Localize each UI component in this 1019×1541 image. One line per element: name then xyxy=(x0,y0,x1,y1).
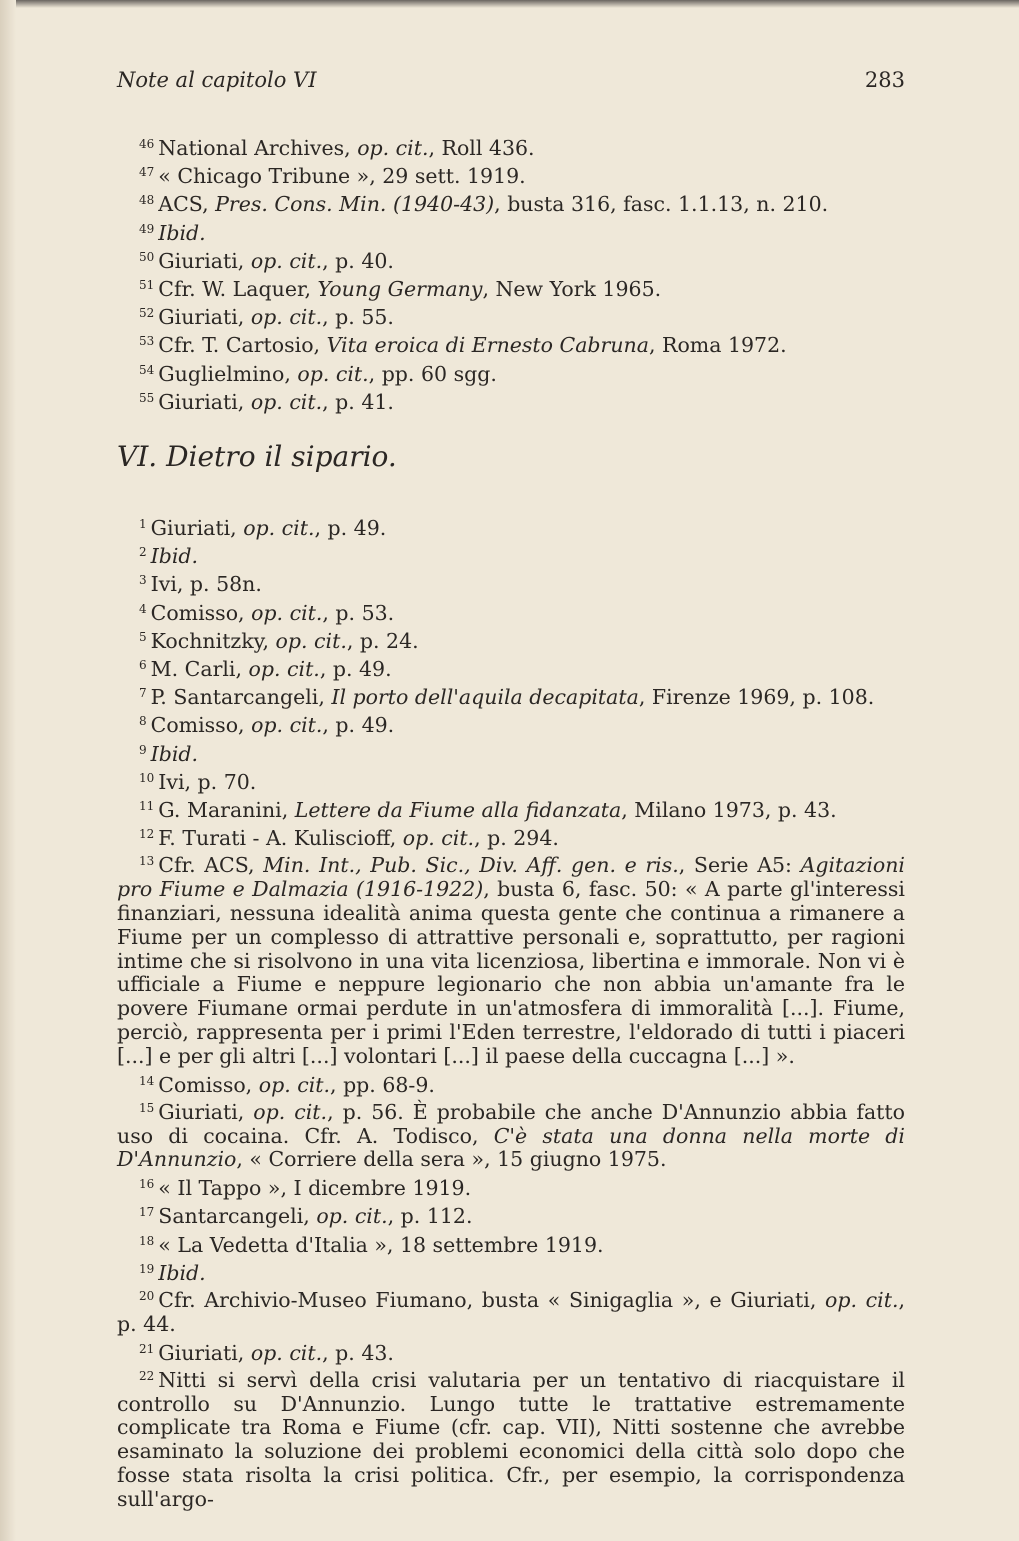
footnote xyxy=(117,1097,905,1172)
page-number: 283 xyxy=(864,68,905,92)
footnote-italic-text: C'è stata una donna nella morte di D'Annunzio xyxy=(117,1123,905,1172)
footnote-number: 12 xyxy=(139,827,155,842)
footnote xyxy=(139,160,905,188)
footnote-italic-text: Agitazioni pro Fiume e Dalmazia (1916-1922) xyxy=(117,853,905,902)
footnote-number: 21 xyxy=(139,1341,155,1356)
footnote xyxy=(139,709,905,737)
footnote-italic-text: op. cit. xyxy=(357,136,429,160)
footnote-italic-text: op. cit. xyxy=(248,657,320,682)
footnote-text: , p. 53. xyxy=(322,600,395,625)
footnote xyxy=(139,540,905,568)
footnote-number: 53 xyxy=(139,334,155,349)
footnote-italic-text: op. cit. xyxy=(250,305,323,330)
footnote-text: , busta 6, fasc. 50: « A parte gl'interessi finanziari, nessuna idealità anima questa gente che continua a rimanere a Fiume per un complesso di attrattive personali e, soprattutto, per ragioni intime che si risolvono in una vita licenziosa, libertina e immorale. Non vi è ufficiale a Fiume e neppure legionario che non abbia un'amante fra le povere Fiumane ormai perdute in un'atmosfera di immoralità [...]. Fiume, perciò, rappresenta per i primi l'Eden terrestre, l'eldorado di tutti i piaceri [...] e per gli altri [...] volontari [...] il paese della cuccagna [...] ». xyxy=(117,877,905,1068)
footnote-text: Giuriati, xyxy=(158,1099,254,1124)
footnote-text: « La Vedetta d'Italia », 18 settembre 1919. xyxy=(158,1232,604,1257)
footnote-number: 20 xyxy=(139,1289,155,1304)
footnote-text: , Milano 1973, p. 43. xyxy=(621,798,837,823)
footnote-text: , busta 316, fasc. 1.1.13, n. 210. xyxy=(494,192,829,217)
footnote-text: , pp. 68-9. xyxy=(330,1072,435,1097)
footnote-number: 8 xyxy=(139,714,147,729)
footnote-number: 47 xyxy=(139,165,155,180)
footnote xyxy=(117,1285,905,1337)
footnote-text: , p. 40. xyxy=(322,248,394,273)
footnote-text: , Serie A5: xyxy=(678,853,801,878)
footnote-text: Cfr. T. Cartosio, xyxy=(158,333,327,358)
footnote-text: Giuriati, xyxy=(158,389,251,414)
footnote-text: , Roma 1972. xyxy=(648,333,787,358)
footnote-number: 2 xyxy=(139,545,147,560)
page-binding-edge xyxy=(0,0,16,1541)
footnote-italic-text: op. cit. xyxy=(402,826,475,851)
footnote-number: 7 xyxy=(139,686,147,701)
footnote-text: , p. 49. xyxy=(319,657,392,682)
footnote-italic-text: Pres. Cons. Min. (1940-43) xyxy=(215,192,495,217)
footnote-italic-text: op. cit. xyxy=(316,1204,388,1229)
footnote xyxy=(139,568,905,596)
footnote-number: 46 xyxy=(139,137,155,151)
footnote-text: G. Maranini, xyxy=(158,798,295,823)
footnote-italic-text: Ibid. xyxy=(158,220,206,245)
footnote-number: 49 xyxy=(139,221,155,236)
footnote-italic-text: Young Germany xyxy=(317,277,483,302)
footnote-number: 54 xyxy=(139,362,155,377)
footnote xyxy=(139,386,905,414)
footnote-italic-text: Ibid. xyxy=(150,544,199,569)
footnote xyxy=(139,653,905,681)
footnote-text: P. Santarcangeli, xyxy=(150,685,332,710)
footnote-text: Comisso, xyxy=(150,600,252,625)
footnote-text: Giuriati, xyxy=(158,305,251,330)
footnote-number: 48 xyxy=(139,193,155,208)
footnote-italic-text: op. cit. xyxy=(243,516,315,540)
footnote xyxy=(139,217,905,245)
footnote-text: Kochnitzky, xyxy=(150,628,276,653)
footnote-number: 22 xyxy=(139,1368,155,1383)
footnote-number: 19 xyxy=(139,1261,155,1276)
footnote-text: , p. 55. xyxy=(322,305,394,330)
footnote-text: , p. 49. xyxy=(314,516,387,540)
footnote-italic-text: op. cit. xyxy=(825,1288,899,1313)
footnote xyxy=(139,822,905,850)
footnote-number: 52 xyxy=(139,306,155,321)
footnote-text: , Roll 436. xyxy=(428,136,535,160)
footnote-italic-text: Ibid. xyxy=(158,1260,206,1285)
footnote xyxy=(139,681,905,709)
footnote-text: Giuriati, xyxy=(158,1340,251,1365)
footnote-italic-text: op. cit. xyxy=(258,1072,331,1097)
footnote-text: Ivi, p. 58n. xyxy=(150,572,262,597)
notes-chapter-vi xyxy=(117,512,905,1512)
footnote-text: , p. 49. xyxy=(322,713,395,738)
footnote-italic-text: op. cit. xyxy=(275,628,347,653)
footnote-number: 14 xyxy=(139,1073,155,1088)
footnote-text: Comisso, xyxy=(150,713,252,738)
footnote-text: Giuriati, xyxy=(150,516,244,540)
footnote-text: ACS, xyxy=(158,192,216,217)
footnote xyxy=(139,625,905,653)
footnote xyxy=(139,273,905,301)
footnote-number: 3 xyxy=(139,573,147,588)
running-header xyxy=(117,68,905,92)
footnote-number: 11 xyxy=(139,799,155,814)
footnote-text: , p. 24. xyxy=(346,628,419,653)
footnote-text: , « Corriere della sera », 15 giugno 1975. xyxy=(236,1147,667,1172)
footnote-text: Giuriati, xyxy=(158,248,251,273)
footnote-text: , p. 43. xyxy=(322,1340,394,1365)
footnote xyxy=(139,301,905,329)
footnote-number: 55 xyxy=(139,390,155,405)
footnote-number: 50 xyxy=(139,249,155,264)
footnote-number: 1 xyxy=(139,517,147,531)
footnote-text: National Archives, xyxy=(158,136,358,160)
footnote xyxy=(139,358,905,386)
footnote-number: 15 xyxy=(139,1100,155,1115)
footnote-italic-text: Il porto dell'aquila decapitata xyxy=(331,685,639,710)
footnote xyxy=(139,794,905,822)
footnote-number: 13 xyxy=(139,854,155,869)
footnote-text: Nitti si servì della crisi valutaria per un tentativo di riacquistare il controllo su D'Annunzio. Lungo tutte le trattative estremamente complicate tra Roma e Fiume (cfr. cap. VII), Nitti sostenne che avrebbe esaminato la soluzione dei problemi economici della città solo dopo che fosse stata risolta la crisi politica. Cfr., per esempio, la corrispondenza sull'argo- xyxy=(117,1367,905,1511)
footnote xyxy=(139,766,905,794)
footnote xyxy=(117,850,905,1068)
footnote-italic-text: Lettere da Fiume alla fidanzata xyxy=(294,798,622,823)
page-top-edge xyxy=(0,0,1019,8)
footnote-italic-text: op. cit. xyxy=(251,600,323,625)
footnote xyxy=(139,512,905,540)
footnote-text: , p. 56. È probabile che anche D'Annunzio abbia fatto uso di cocaina. Cfr. A. Todisco, xyxy=(117,1099,905,1148)
footnote-number: 17 xyxy=(139,1205,155,1220)
footnote-number: 9 xyxy=(139,742,147,757)
footnote-number: 6 xyxy=(139,658,147,673)
footnote-italic-text: op. cit. xyxy=(251,713,323,738)
footnote-text: Cfr. Archivio-Museo Fiumano, busta « Sinigaglia », e Giuriati, xyxy=(158,1288,826,1313)
footnote xyxy=(139,1172,905,1200)
footnote-text: , pp. 60 sgg. xyxy=(368,361,497,386)
footnote-text: , p. 41. xyxy=(322,389,394,414)
footnote-italic-text: op. cit. xyxy=(250,389,323,414)
footnote-text: Cfr. ACS, xyxy=(158,853,264,878)
footnote-number: 10 xyxy=(139,770,155,785)
footnote-text: Comisso, xyxy=(158,1072,259,1097)
footnote xyxy=(139,329,905,357)
footnote-number: 51 xyxy=(139,278,155,293)
section-title: VI. Dietro il sipario. xyxy=(117,440,397,473)
footnote-italic-text: Min. Int., Pub. Sic., Div. Aff. gen. e ris. xyxy=(263,853,679,878)
footnote-text: Guglielmino, xyxy=(158,361,298,386)
footnote xyxy=(139,188,905,216)
footnote xyxy=(139,597,905,625)
footnote-text: « Il Tappo », I dicembre 1919. xyxy=(158,1176,472,1201)
footnote-text: , New York 1965. xyxy=(482,277,662,302)
footnote xyxy=(117,1365,905,1512)
footnote xyxy=(139,245,905,273)
footnote-italic-text: op. cit. xyxy=(297,361,369,386)
footnote-number: 16 xyxy=(139,1177,155,1192)
footnote-text: M. Carli, xyxy=(150,657,249,682)
footnote xyxy=(139,1257,905,1285)
footnote xyxy=(139,1200,905,1228)
footnote-number: 5 xyxy=(139,629,147,644)
footnote xyxy=(139,1069,905,1097)
footnote-italic-text: op. cit. xyxy=(253,1099,328,1124)
footnote-text: , Firenze 1969, p. 108. xyxy=(638,685,875,710)
footnote-italic-text: op. cit. xyxy=(250,248,323,273)
footnote-italic-text: op. cit. xyxy=(250,1340,323,1365)
footnote-text: Santarcangeli, xyxy=(158,1204,317,1229)
footnote xyxy=(139,738,905,766)
footnote-text: F. Turati - A. Kuliscioff, xyxy=(158,826,403,851)
footnote-italic-text: Vita eroica di Ernesto Cabruna xyxy=(326,333,649,358)
footnote-text: Ivi, p. 70. xyxy=(158,769,257,794)
footnote-text: Cfr. W. Laquer, xyxy=(158,277,318,302)
running-title: Note al capitolo VI xyxy=(117,68,317,92)
footnote xyxy=(139,132,905,160)
footnote-italic-text: Ibid. xyxy=(150,741,199,766)
footnote-text: , p. 294. xyxy=(474,826,559,851)
footnote xyxy=(139,1337,905,1365)
footnote-number: 18 xyxy=(139,1233,155,1248)
notes-chapter-v-end xyxy=(117,132,905,414)
footnote-text: , p. 112. xyxy=(387,1204,473,1229)
footnote xyxy=(139,1229,905,1257)
footnote-number: 4 xyxy=(139,601,147,616)
footnote-text: « Chicago Tribune », 29 sett. 1919. xyxy=(158,164,526,189)
footnote-text: , p. 44. xyxy=(117,1288,905,1336)
